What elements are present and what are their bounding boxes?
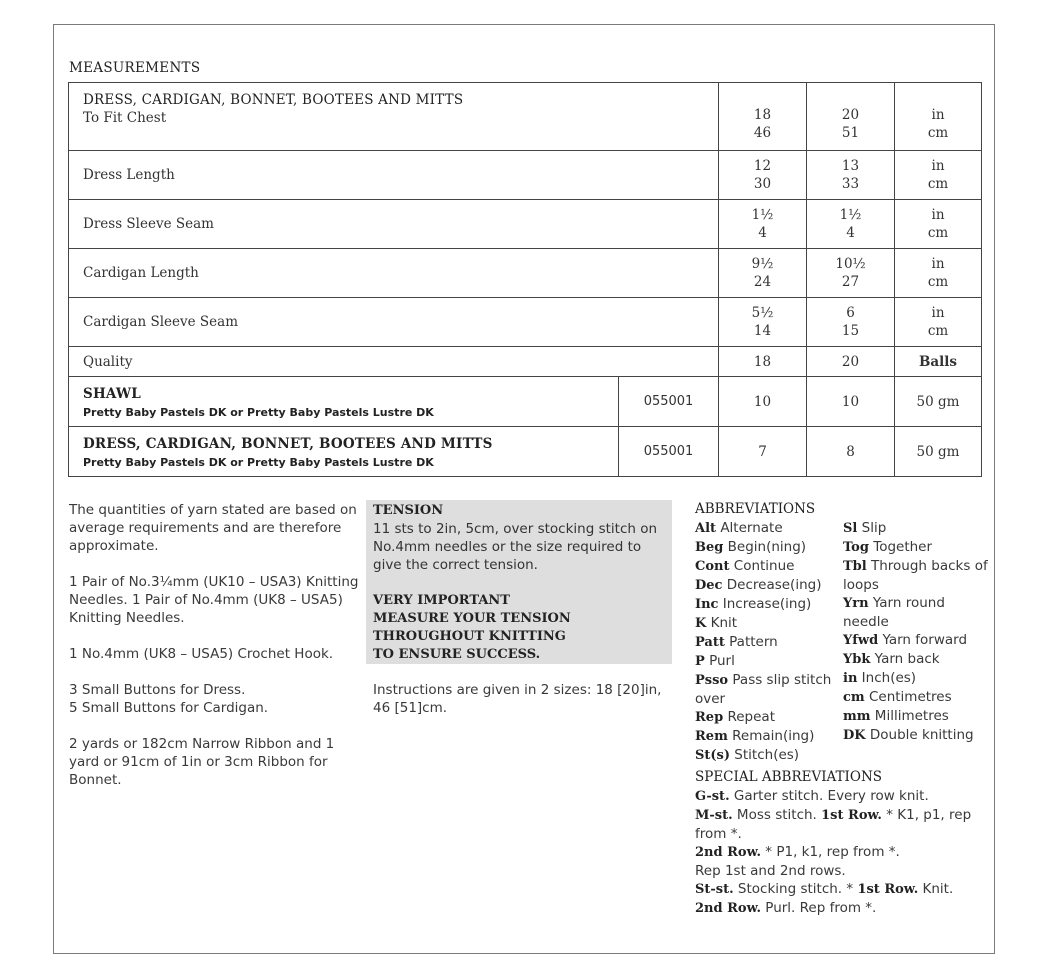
value-in: 10½ bbox=[835, 256, 866, 272]
abbreviation-desc: Begin(ning) bbox=[723, 539, 807, 555]
quality-unit: Balls bbox=[895, 347, 982, 377]
abbreviation-key: cm bbox=[843, 690, 865, 705]
table-row bbox=[69, 200, 982, 249]
abbreviation-desc: Through backs of loops bbox=[843, 558, 988, 593]
header-size1 bbox=[719, 83, 807, 151]
unit-cm: cm bbox=[927, 124, 949, 141]
abbreviation-key: Ybk bbox=[843, 652, 871, 667]
abbreviation-key: Rep bbox=[695, 710, 724, 725]
abbreviation-key: Cont bbox=[695, 559, 730, 574]
abbreviation-item bbox=[695, 633, 840, 652]
abbreviation-desc: Yarn back bbox=[870, 651, 940, 667]
abbreviations-title: ABBREVIATIONS bbox=[695, 501, 816, 517]
row-label: Dress Length bbox=[69, 151, 719, 200]
yarn-title: DRESS, CARDIGAN, BONNET, BOOTEES AND MITTS bbox=[83, 435, 493, 452]
table-row bbox=[69, 249, 982, 298]
yarn-subtitle: Pretty Baby Pastels DK or Pretty Baby Pastels Lustre DK bbox=[83, 455, 434, 469]
row-size2 bbox=[807, 200, 895, 249]
value-cm: 15 bbox=[841, 323, 860, 339]
unit-cm: cm bbox=[927, 225, 949, 241]
unit-cm: cm bbox=[927, 274, 949, 290]
abbreviation-key: Psso bbox=[695, 673, 729, 688]
measurements-title: MEASUREMENTS bbox=[69, 60, 201, 76]
header-unit bbox=[895, 83, 982, 151]
table-row bbox=[69, 151, 982, 200]
abbreviation-key: Beg bbox=[695, 540, 724, 555]
abbreviation-key: Sl bbox=[843, 521, 858, 536]
abbreviation-desc: Together bbox=[868, 539, 933, 555]
row-size2 bbox=[807, 298, 895, 347]
value-in: 12 bbox=[753, 158, 772, 174]
row-unit bbox=[895, 249, 982, 298]
abbreviation-item bbox=[843, 631, 988, 650]
abbreviation-desc: Yarn round needle bbox=[843, 595, 945, 630]
abbreviation-item bbox=[695, 595, 840, 614]
gst-desc: Garter stitch. Every row knit. bbox=[729, 788, 929, 804]
size1-cm: 46 bbox=[753, 124, 772, 141]
value-cm: 33 bbox=[841, 176, 860, 192]
row-label: Cardigan Length bbox=[69, 249, 719, 298]
abbreviation-item bbox=[695, 557, 840, 576]
stst-row2-desc: Purl. Rep from *. bbox=[761, 900, 877, 916]
abbreviation-item bbox=[695, 538, 840, 557]
abbreviations-right-column bbox=[843, 519, 988, 745]
abbreviation-desc: Pass slip stitch over bbox=[695, 672, 832, 707]
tension-important-1: VERY IMPORTANT bbox=[373, 593, 510, 608]
value-cm: 27 bbox=[841, 274, 860, 290]
yarn-title: SHAWL bbox=[83, 385, 141, 402]
abbreviation-desc: Alternate bbox=[716, 520, 783, 536]
measurements-table bbox=[68, 82, 982, 477]
special-abbreviations-title: SPECIAL ABBREVIATIONS bbox=[695, 769, 883, 785]
abbreviation-desc: Stitch(es) bbox=[730, 747, 800, 763]
sizes-note: Instructions are given in 2 sizes: 18 [20]in, 46 [51]cm. bbox=[373, 682, 662, 716]
abbreviation-desc: Centimetres bbox=[864, 689, 952, 705]
abbreviation-key: DK bbox=[843, 728, 866, 743]
stocking-stitch-row2-line bbox=[695, 899, 985, 918]
abbreviation-item bbox=[843, 594, 988, 631]
quality-size1: 18 bbox=[719, 347, 807, 377]
mst-row2-key: 2nd Row. bbox=[695, 845, 761, 860]
row-label: Dress Sleeve Seam bbox=[69, 200, 719, 249]
quality-row bbox=[69, 347, 982, 377]
value-cm: 30 bbox=[753, 176, 772, 192]
value-cm: 4 bbox=[758, 225, 767, 241]
buttons-dress-text: 3 Small Buttons for Dress. bbox=[69, 682, 246, 698]
abbreviation-item bbox=[843, 669, 988, 688]
row-size1 bbox=[719, 298, 807, 347]
gst-key: G-st. bbox=[695, 789, 730, 804]
yarn-size1: 10 bbox=[719, 377, 807, 427]
abbreviation-item bbox=[843, 726, 988, 745]
abbreviation-desc: Inch(es) bbox=[857, 670, 917, 686]
quantities-note: The quantities of yarn stated are based on average requirements and are therefore approximate. bbox=[69, 502, 357, 554]
abbreviation-item bbox=[843, 688, 988, 707]
size1-in: 18 bbox=[753, 106, 772, 123]
yarn-size2: 10 bbox=[807, 377, 895, 427]
row-unit bbox=[895, 151, 982, 200]
stocking-stitch-line bbox=[695, 880, 985, 899]
abbreviation-key: Yfwd bbox=[843, 633, 879, 648]
yarn-subtitle: Pretty Baby Pastels DK or Pretty Baby Pastels Lustre DK bbox=[83, 405, 434, 419]
unit-cm: cm bbox=[927, 323, 949, 339]
stst-desc: Stocking stitch. * bbox=[733, 881, 858, 897]
abbreviation-desc: Millimetres bbox=[870, 708, 949, 724]
special-abbreviations-block bbox=[695, 787, 985, 918]
row-unit bbox=[895, 298, 982, 347]
quality-size2: 20 bbox=[807, 347, 895, 377]
ribbon-text: 2 yards or 182cm Narrow Ribbon and 1 yard or 91cm of 1in or 3cm Ribbon for Bonnet. bbox=[69, 736, 335, 788]
abbreviation-desc: Slip bbox=[857, 520, 887, 536]
abbreviation-item bbox=[695, 727, 840, 746]
abbreviation-key: K bbox=[695, 616, 707, 631]
header-garments: DRESS, CARDIGAN, BONNET, BOOTEES AND MITTS bbox=[83, 92, 464, 108]
header-row bbox=[69, 83, 982, 151]
abbreviation-item bbox=[843, 557, 988, 594]
row-size2 bbox=[807, 249, 895, 298]
row-unit bbox=[895, 200, 982, 249]
size2-cm: 51 bbox=[841, 124, 860, 141]
abbreviation-item bbox=[695, 652, 840, 671]
stst-row1-desc: Knit. bbox=[918, 881, 954, 897]
abbreviation-key: mm bbox=[843, 709, 871, 724]
mst-key: M-st. bbox=[695, 808, 733, 823]
unit-cm: cm bbox=[927, 176, 949, 192]
abbreviation-item bbox=[695, 614, 840, 633]
yarn-label-cell bbox=[69, 377, 619, 427]
tension-text: 11 sts to 2in, 5cm, over stocking stitch on No.4mm needles or the size required to give the correct tension. bbox=[373, 521, 658, 573]
yarn-unit: 50 gm bbox=[895, 377, 982, 427]
mst-row2-desc: * P1, k1, rep from *. bbox=[761, 844, 900, 860]
mst-row1-desc: * K1, p1, rep from *. bbox=[695, 807, 972, 842]
abbreviations-left-column bbox=[695, 519, 840, 765]
value-cm: 14 bbox=[753, 323, 772, 339]
header-label-cell bbox=[69, 83, 719, 151]
abbreviation-item bbox=[843, 650, 988, 669]
garter-stitch-line bbox=[695, 787, 985, 806]
unit-in: in bbox=[931, 256, 945, 272]
abbreviation-item bbox=[843, 519, 988, 538]
table-row bbox=[69, 298, 982, 347]
abbreviation-key: Dec bbox=[695, 578, 723, 593]
value-in: 13 bbox=[841, 158, 860, 174]
value-in: 9½ bbox=[751, 256, 774, 272]
abbreviation-key: Tog bbox=[843, 540, 869, 555]
yarn-code: 055001 bbox=[619, 427, 719, 477]
abbreviation-key: Patt bbox=[695, 635, 725, 650]
abbreviation-desc: Double knitting bbox=[865, 727, 974, 743]
abbreviation-item bbox=[843, 538, 988, 557]
abbreviation-item bbox=[695, 671, 840, 708]
moss-stitch-line bbox=[695, 806, 985, 843]
abbreviation-key: in bbox=[843, 671, 858, 686]
yarn-code: 055001 bbox=[619, 377, 719, 427]
header-to-fit-chest: To Fit Chest bbox=[83, 110, 167, 126]
abbreviation-item bbox=[843, 707, 988, 726]
moss-stitch-repeat: Rep 1st and 2nd rows. bbox=[695, 863, 846, 879]
stst-row2-key: 2nd Row. bbox=[695, 901, 761, 916]
unit-in: in bbox=[931, 305, 945, 321]
value-in: 1½ bbox=[839, 207, 862, 223]
tension-important-2: MEASURE YOUR TENSION bbox=[373, 611, 571, 626]
row-size1 bbox=[719, 151, 807, 200]
needles-text: 1 Pair of No.3¼mm (UK10 – USA3) Knitting Needles. 1 Pair of No.4mm (UK8 – USA5) Knitting Needles. bbox=[69, 574, 359, 626]
value-cm: 24 bbox=[753, 274, 772, 290]
yarn-unit: 50 gm bbox=[895, 427, 982, 477]
row-label: Cardigan Sleeve Seam bbox=[69, 298, 719, 347]
moss-stitch-row2-line bbox=[695, 843, 985, 862]
tension-important-4: TO ENSURE SUCCESS. bbox=[373, 647, 541, 662]
abbreviation-key: Inc bbox=[695, 597, 719, 612]
abbreviation-key: St(s) bbox=[695, 748, 731, 763]
tension-important-3: THROUGHOUT KNITTING bbox=[373, 629, 566, 644]
unit-in: in bbox=[931, 207, 945, 223]
yarn-label-cell bbox=[69, 427, 619, 477]
value-in: 6 bbox=[846, 305, 855, 321]
unit-in: in bbox=[931, 106, 945, 123]
quality-label: Quality bbox=[69, 347, 719, 377]
header-size2 bbox=[807, 83, 895, 151]
unit-in: in bbox=[931, 158, 945, 174]
row-size1 bbox=[719, 249, 807, 298]
abbreviation-desc: Pattern bbox=[724, 634, 778, 650]
abbreviation-desc: Decrease(ing) bbox=[722, 577, 822, 593]
value-in: 1½ bbox=[751, 207, 774, 223]
abbreviation-desc: Increase(ing) bbox=[718, 596, 812, 612]
value-cm: 4 bbox=[846, 225, 855, 241]
tension-heading: TENSION bbox=[373, 503, 444, 518]
abbreviation-desc: Purl bbox=[704, 653, 735, 669]
value-in: 5½ bbox=[751, 305, 774, 321]
abbreviation-key: P bbox=[695, 654, 705, 669]
abbreviation-item bbox=[695, 708, 840, 727]
mst-desc: Moss stitch. bbox=[732, 807, 822, 823]
stst-key: St-st. bbox=[695, 882, 734, 897]
abbreviation-key: Rem bbox=[695, 729, 728, 744]
row-size1 bbox=[719, 200, 807, 249]
abbreviation-desc: Remain(ing) bbox=[727, 728, 815, 744]
abbreviation-desc: Knit bbox=[706, 615, 738, 631]
row-size2 bbox=[807, 151, 895, 200]
abbreviation-desc: Repeat bbox=[723, 709, 775, 725]
stst-row1-key: 1st Row. bbox=[857, 882, 919, 897]
mst-row1-key: 1st Row. bbox=[821, 808, 882, 823]
abbreviation-desc: Yarn forward bbox=[878, 632, 968, 648]
abbreviation-desc: Continue bbox=[729, 558, 795, 574]
materials-column bbox=[69, 501, 364, 807]
abbreviation-item bbox=[695, 746, 840, 765]
yarn-size2: 8 bbox=[807, 427, 895, 477]
size2-in: 20 bbox=[841, 106, 860, 123]
yarn-row bbox=[69, 377, 982, 427]
abbreviation-key: Yrn bbox=[843, 596, 869, 611]
abbreviation-key: Alt bbox=[695, 521, 717, 536]
crochet-hook-text: 1 No.4mm (UK8 – USA5) Crochet Hook. bbox=[69, 646, 334, 662]
yarn-size1: 7 bbox=[719, 427, 807, 477]
tension-box bbox=[366, 500, 672, 664]
abbreviation-item bbox=[695, 576, 840, 595]
yarn-row bbox=[69, 427, 982, 477]
abbreviation-key: Tbl bbox=[843, 559, 867, 574]
buttons-cardigan-text: 5 Small Buttons for Cardigan. bbox=[69, 700, 269, 716]
abbreviation-item bbox=[695, 519, 840, 538]
